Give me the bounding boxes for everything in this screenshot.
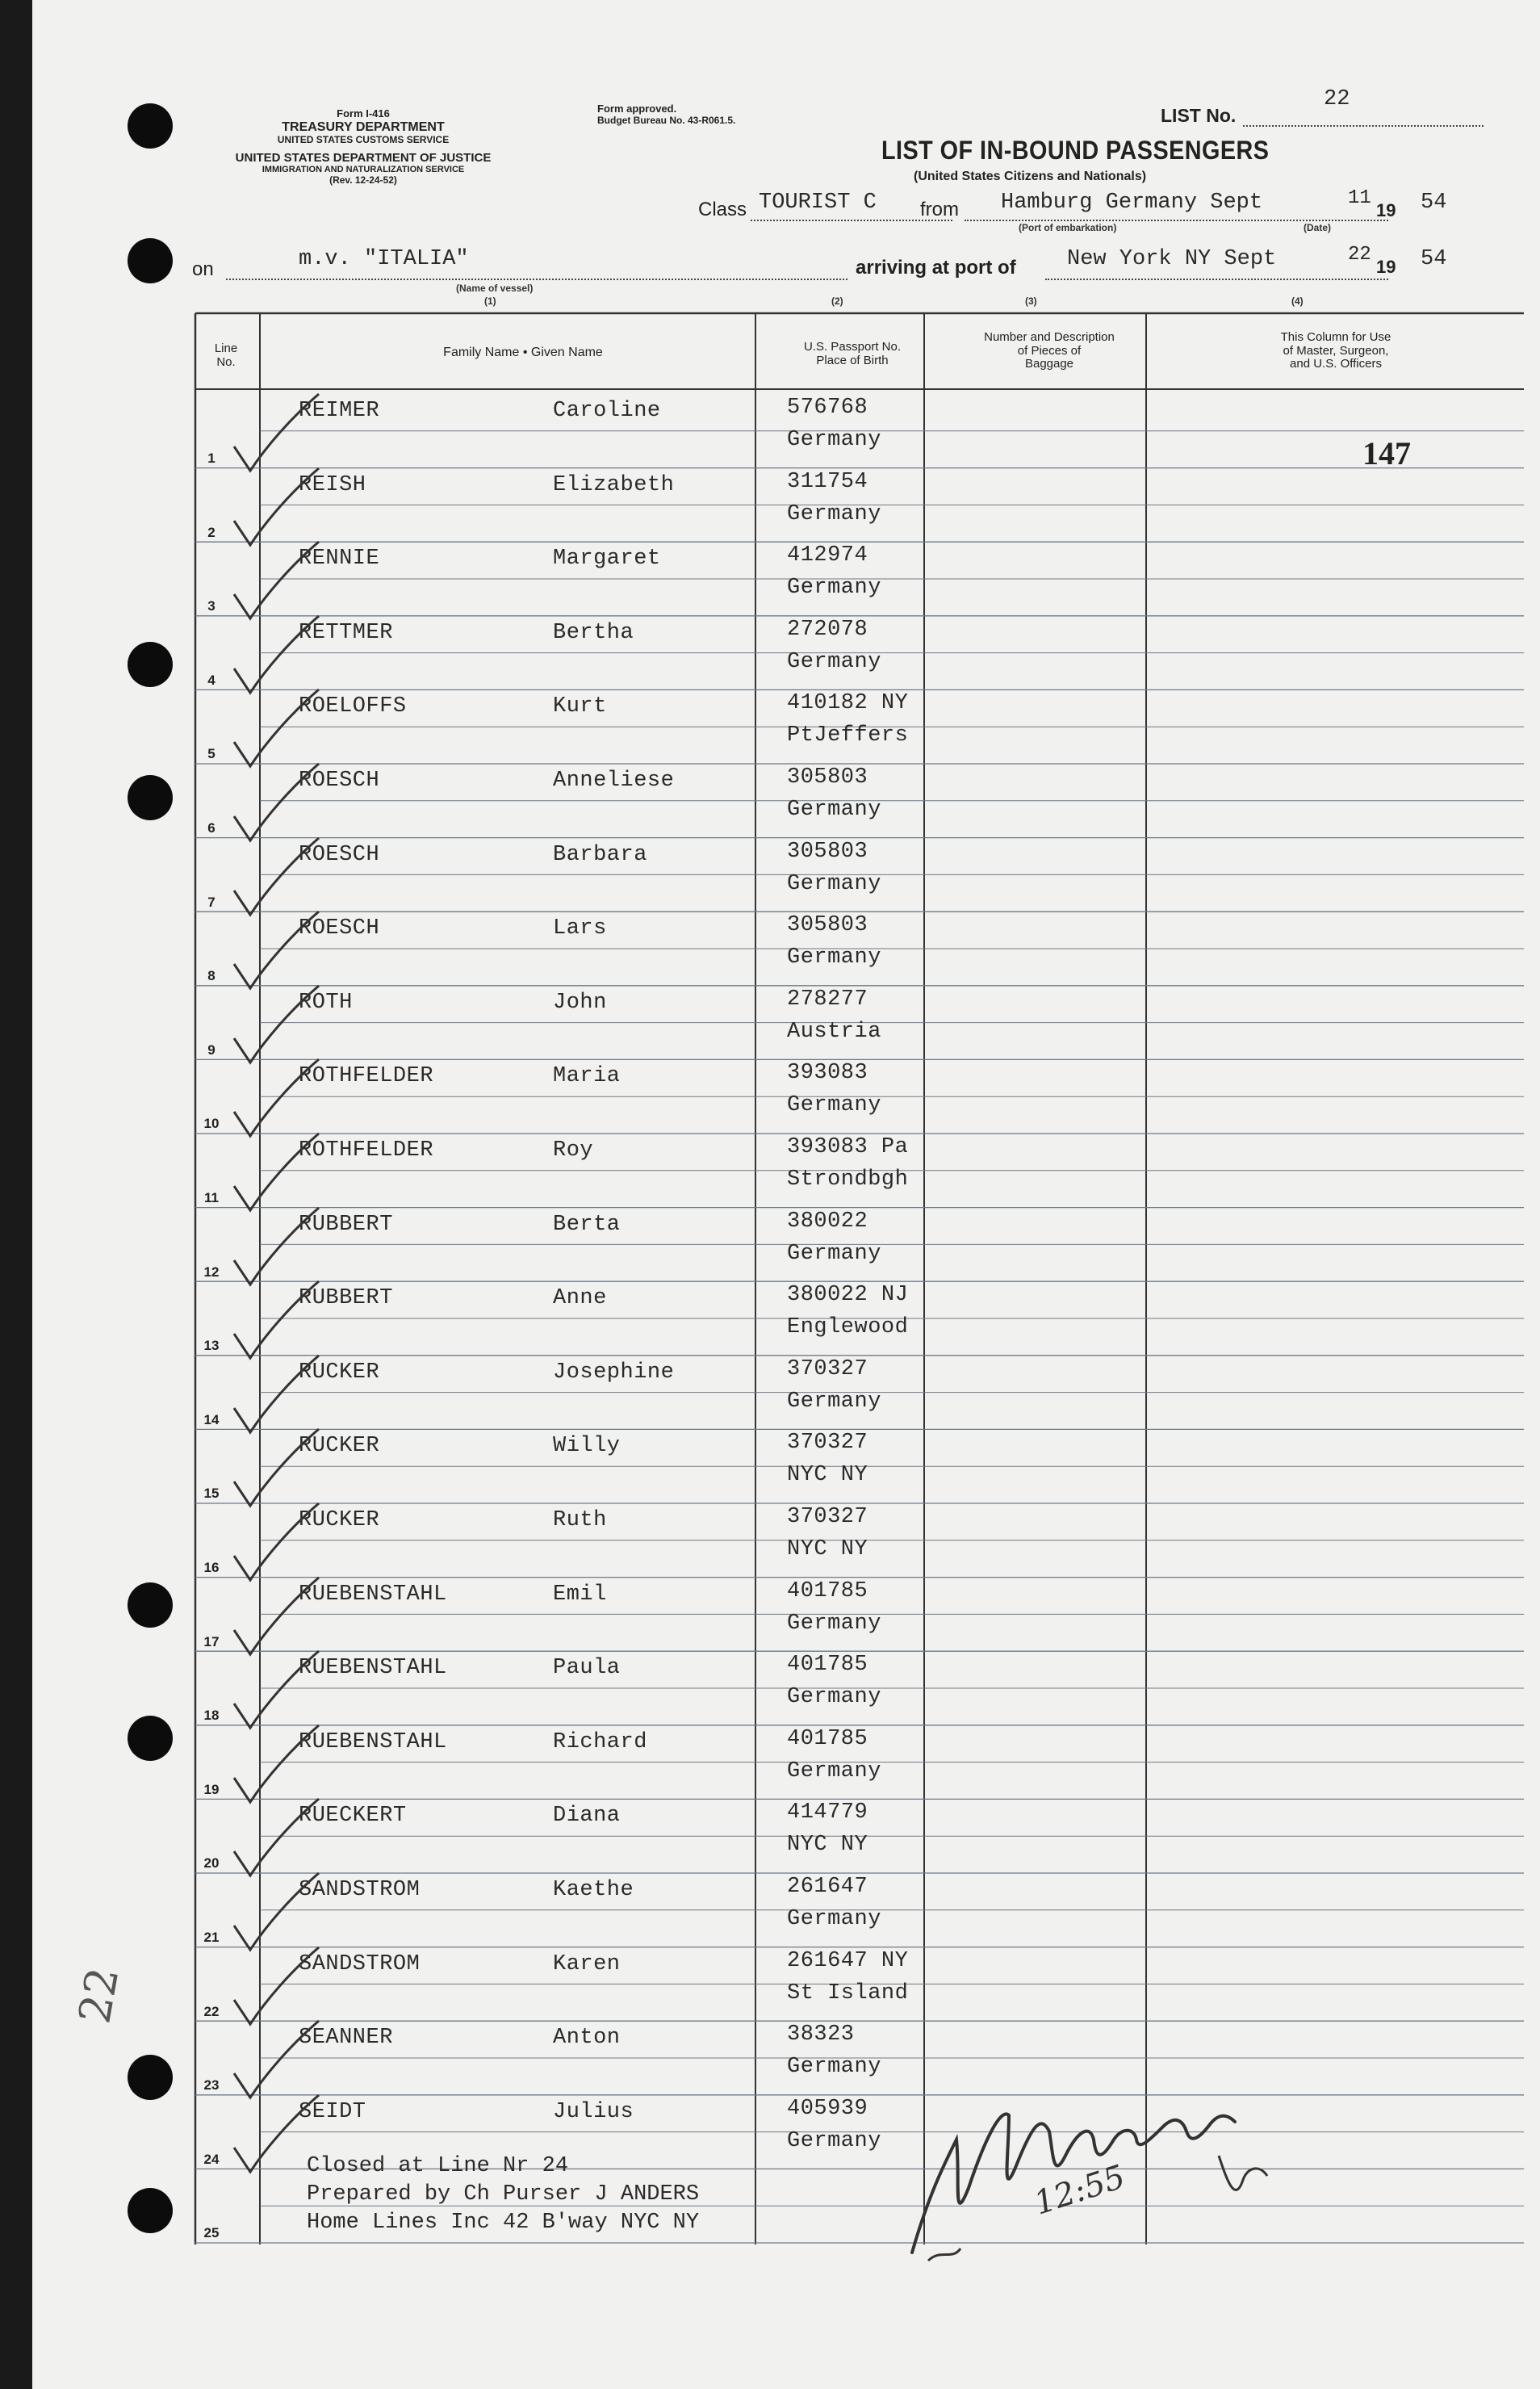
given-name: Julius: [553, 2099, 634, 2124]
family-name: ROESCH: [299, 769, 380, 793]
page-subtitle: (United States Citizens and Nationals): [914, 170, 1147, 183]
on-label: on: [192, 258, 214, 280]
given-name: Anton: [553, 2026, 621, 2051]
place-of-birth: NYC NY: [787, 1463, 868, 1488]
arrival-year: 54: [1421, 247, 1447, 271]
arrival-port: New York NY Sept: [1067, 247, 1277, 271]
given-name: Berta: [553, 1212, 621, 1237]
passport-number: 576768: [787, 396, 868, 420]
passport-number: 412974: [787, 543, 868, 568]
family-name: RUECKERT: [299, 1804, 407, 1829]
header-officers-line3: and U.S. Officers: [1290, 357, 1382, 371]
vessel-name: m.v. "ITALIA": [299, 247, 469, 271]
header-passport-text: U.S. Passport No.: [803, 340, 902, 354]
line-number: 1: [207, 451, 216, 466]
line-number: 20: [203, 1855, 220, 1871]
place-of-birth: Germany: [787, 871, 881, 896]
given-name: Caroline: [553, 399, 661, 423]
place-of-birth: NYC NY: [787, 1833, 868, 1858]
passport-number: 305803: [787, 913, 868, 938]
place-of-birth: Germany: [787, 428, 881, 452]
passport-number: 311754: [787, 469, 868, 494]
header-line-no: [194, 342, 258, 369]
treasury-department: TREASURY DEPARTMENT: [282, 119, 445, 134]
header-birth-text: Place of Birth: [816, 353, 889, 367]
header-no-text: No.: [216, 354, 236, 369]
line-number: 3: [207, 598, 216, 614]
given-name: Barbara: [553, 842, 647, 867]
from-label: from: [920, 199, 959, 220]
place-of-birth: Germany: [787, 1758, 881, 1783]
place-of-birth: Germany: [787, 576, 881, 601]
header-family-given-name: Family Name • Given Name: [443, 346, 603, 359]
family-name: SANDSTROM: [299, 1951, 421, 1976]
place-of-birth: Germany: [787, 798, 881, 822]
place-of-birth: Germany: [787, 501, 881, 526]
given-name: Richard: [553, 1729, 647, 1754]
signature-time: 12:55: [1029, 2158, 1130, 2223]
line-number: 9: [207, 1042, 216, 1058]
family-name: RUBBERT: [299, 1286, 393, 1311]
passport-number: 305803: [787, 765, 868, 790]
family-name: RUCKER: [299, 1360, 380, 1385]
passport-number: 401785: [787, 1726, 868, 1751]
handwritten-signature: [880, 2018, 1332, 2285]
header-line-text: Line: [214, 342, 238, 355]
column-number-2: (2): [831, 295, 843, 307]
list-number: 22: [1324, 87, 1350, 111]
header-baggage-line1: Number and Description: [984, 330, 1115, 344]
place-of-birth: PtJeffers: [787, 723, 909, 748]
family-name: ROTH: [299, 990, 353, 1015]
place-of-birth: NYC NY: [787, 1537, 868, 1561]
header-passport-birth: [755, 341, 949, 367]
family-name: ROESCH: [299, 916, 380, 941]
passport-number: 370327: [787, 1356, 868, 1381]
side-handwritten-number: 22: [69, 1964, 129, 2027]
budget-bureau-no: Budget Bureau No. 43-R061.5.: [597, 114, 736, 126]
line-number: 23: [203, 2077, 220, 2094]
given-name: Diana: [553, 1804, 621, 1829]
passport-number: 261647 NY: [787, 1948, 909, 1973]
justice-department: UNITED STATES DEPARTMENT OF JUSTICE: [235, 151, 492, 166]
line-number: 13: [203, 1338, 220, 1354]
arriving-label: arriving at port of: [856, 257, 1016, 279]
column-number-4: (4): [1291, 295, 1304, 307]
passport-number: 278277: [787, 987, 868, 1012]
embarkation-port: Hamburg Germany Sept: [1001, 191, 1263, 215]
given-name: Willy: [553, 1434, 621, 1459]
given-name: John: [553, 990, 607, 1015]
column-number-1: (1): [484, 295, 496, 307]
passport-number: 272078: [787, 617, 868, 642]
passport-number: 370327: [787, 1431, 868, 1456]
header-baggage-line3: Baggage: [1024, 357, 1074, 371]
family-name: ROELOFFS: [299, 694, 407, 719]
place-of-birth: Austria: [787, 1019, 881, 1044]
line-number: 8: [207, 968, 216, 984]
manifest-page: [32, 0, 1540, 2389]
line-number: 10: [203, 1116, 220, 1132]
line-number: 12: [203, 1264, 220, 1280]
footer-closed-line: Closed at Line Nr 24: [307, 2154, 569, 2178]
form-revision: (Rev. 12-24-52): [329, 174, 397, 187]
place-of-birth: Strondbgh: [787, 1167, 909, 1192]
given-name: Josephine: [553, 1360, 675, 1385]
passport-number: 380022 NJ: [787, 1283, 909, 1308]
given-name: Kaethe: [553, 1878, 634, 1902]
line-number: 14: [203, 1411, 220, 1427]
given-name: Ruth: [553, 1508, 607, 1532]
column-number-3: (3): [1025, 295, 1037, 307]
passport-number: 380022: [787, 1209, 868, 1234]
given-name: Paula: [553, 1656, 621, 1681]
embarkation-year-prefix: 19: [1376, 200, 1396, 220]
place-of-birth: Germany: [787, 1611, 881, 1636]
passport-number: 401785: [787, 1653, 868, 1678]
line-number: 25: [203, 2225, 220, 2241]
family-name: REIMER: [299, 399, 380, 423]
place-of-birth: Germany: [787, 2128, 881, 2153]
header-baggage-line2: of Pieces of: [1017, 343, 1082, 358]
place-of-birth: St Island: [787, 1980, 909, 2006]
header-officers-line2: of Master, Surgeon,: [1283, 343, 1389, 358]
place-of-birth: Germany: [787, 1907, 881, 1931]
line-number: 7: [207, 894, 216, 910]
arrival-year-prefix: 19: [1376, 257, 1396, 277]
line-number: 2: [207, 524, 216, 540]
given-name: Anne: [553, 1286, 607, 1311]
page-title: LIST OF IN-BOUND PASSENGERS: [881, 136, 1270, 165]
class-label: Class: [698, 199, 747, 220]
given-name: Maria: [553, 1064, 621, 1089]
place-of-birth: Englewood: [787, 1315, 909, 1340]
family-name: RUEBENSTAHL: [299, 1582, 447, 1607]
header-officers: [1146, 331, 1525, 371]
line-number: 17: [203, 1633, 220, 1649]
line-number: 4: [207, 672, 216, 688]
place-of-birth: Germany: [787, 1093, 881, 1118]
given-name: Kurt: [553, 694, 607, 719]
passport-number: 410182 NY: [787, 691, 909, 716]
customs-service: UNITED STATES CUSTOMS SERVICE: [277, 134, 450, 146]
family-name: RENNIE: [299, 547, 380, 572]
line-number: 11: [204, 1190, 219, 1205]
line-number: 22: [203, 2003, 220, 2019]
passport-number: 405939: [787, 2096, 868, 2121]
family-name: RUEBENSTAHL: [299, 1656, 447, 1681]
given-name: Roy: [553, 1138, 594, 1163]
family-name: ROESCH: [299, 842, 380, 867]
port-caption: (Port of embarkation): [1019, 222, 1117, 233]
passport-number: 305803: [787, 839, 868, 864]
line-number: 16: [203, 1560, 220, 1575]
given-name: Lars: [553, 916, 607, 941]
line-number: 6: [207, 820, 216, 836]
passport-number: 393083 Pa: [787, 1135, 909, 1159]
given-name: Margaret: [553, 547, 661, 572]
passport-number: 370327: [787, 1505, 868, 1529]
passport-number: 393083: [787, 1061, 868, 1086]
place-of-birth: Germany: [787, 945, 881, 970]
line-number: 21: [203, 1930, 220, 1945]
form-number: Form I-416: [337, 107, 390, 119]
place-of-birth: Germany: [787, 1685, 881, 1710]
passport-number: 414779: [787, 1800, 868, 1825]
list-no-label: LIST No.: [1161, 105, 1237, 126]
family-name: RUBBERT: [299, 1212, 393, 1237]
family-name: RUCKER: [299, 1508, 380, 1532]
given-name: Elizabeth: [553, 472, 675, 497]
family-name: SEIDT: [299, 2099, 366, 2124]
ins-service: IMMIGRATION AND NATURALIZATION SERVICE: [262, 165, 465, 175]
form-approved: Form approved.: [597, 103, 677, 115]
vessel-caption: (Name of vessel): [456, 283, 534, 294]
family-name: SEANNER: [299, 2026, 393, 2051]
class-value: TOURIST C: [759, 191, 877, 215]
embarkation-year: 54: [1421, 191, 1447, 215]
place-of-birth: Germany: [787, 2055, 881, 2080]
place-of-birth: Germany: [787, 1241, 881, 1266]
stamp-number: 147: [1362, 435, 1411, 472]
date-caption: (Date): [1304, 222, 1332, 233]
footer-home-lines: Home Lines Inc 42 B'way NYC NY: [307, 2211, 700, 2235]
family-name: RETTMER: [299, 620, 393, 645]
header-baggage: [924, 331, 1174, 371]
arrival-day: 22: [1348, 244, 1371, 266]
passport-number: 401785: [787, 1578, 868, 1603]
family-name: ROTHFELDER: [299, 1138, 434, 1163]
footer-prepared-by: Prepared by Ch Purser J ANDERS: [307, 2182, 700, 2207]
header-officers-line1: This Column for Use: [1280, 330, 1391, 344]
line-number: 19: [203, 1781, 220, 1797]
line-number: 24: [203, 2151, 220, 2167]
line-number: 18: [203, 1708, 220, 1724]
line-number: 5: [207, 746, 216, 762]
family-name: SANDSTROM: [299, 1878, 421, 1902]
given-name: Karen: [553, 1951, 621, 1976]
place-of-birth: Germany: [787, 1389, 881, 1414]
given-name: Anneliese: [553, 769, 675, 793]
line-number: 15: [203, 1486, 220, 1502]
family-name: RUEBENSTAHL: [299, 1729, 447, 1754]
given-name: Emil: [553, 1582, 607, 1607]
given-name: Bertha: [553, 620, 634, 645]
passport-number: 261647: [787, 1875, 868, 1899]
place-of-birth: Germany: [787, 649, 881, 674]
passport-number: 38323: [787, 2022, 855, 2047]
embarkation-day: 11: [1348, 187, 1371, 209]
family-name: RUCKER: [299, 1434, 380, 1459]
family-name: REISH: [299, 472, 366, 497]
family-name: ROTHFELDER: [299, 1064, 434, 1089]
